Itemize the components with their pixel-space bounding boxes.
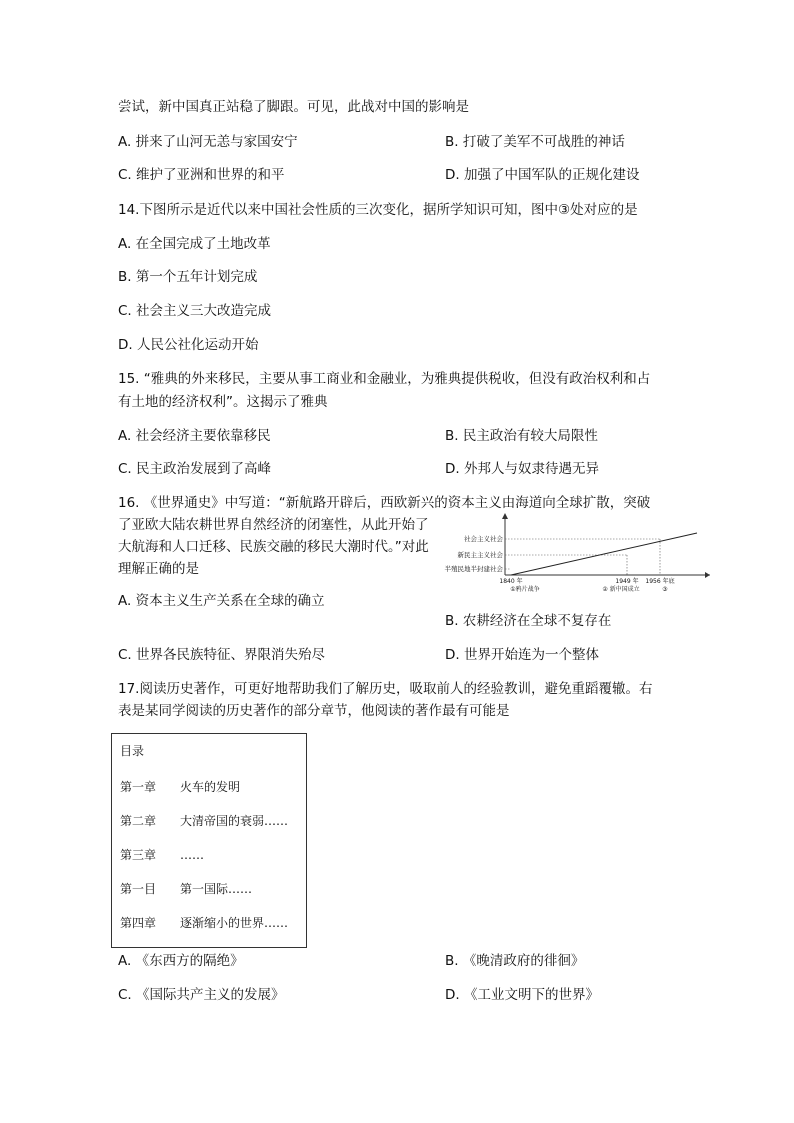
toc-row [120,778,240,795]
q15-option-b: B. 民主政治有较大局限性 [445,428,598,444]
q15-stem-line2: 有土地的经济权利”。这揭示了雅典 [118,394,328,410]
q13-option-d: D. 加强了中国军队的正规化建设 [445,167,640,183]
toc-row-title: 第一国际…… [180,882,253,896]
toc-row [120,914,288,931]
toc-row-number: 第一章 [120,780,157,794]
toc-row-title: 火车的发明 [180,780,241,794]
q14-option-b: B. 第一个五年计划完成 [118,269,258,285]
q17-option-c: C. 《国际共产主义的发展》 [118,987,285,1003]
toc-row [120,846,204,863]
toc-row-number: 第二章 [120,814,157,828]
q15-option-a: A. 社会经济主要依靠移民 [118,428,271,444]
q17-option-b: B. 《晚清政府的徘徊》 [445,953,585,969]
q15-option-c: C. 民主政治发展到了高峰 [118,461,272,477]
q13-option-c: C. 维护了亚洲和世界的和平 [118,167,285,183]
y-level-label: 社会主义社会 [464,535,503,543]
q17-option-a: A. 《东西方的隔绝》 [118,953,244,969]
y-level-label: 新民主主义社会 [457,551,503,559]
x-tick-label: 1956 年底 [645,578,675,585]
q13-option-a: A. 拼来了山河无恙与家国安宁 [118,134,298,150]
toc-row-title: …… [180,848,204,862]
y-axis-arrow [502,513,508,519]
society-change-chart [444,513,715,595]
x-sub-label: ② 新中国成立 [602,586,640,593]
x-sub-label: ③ [662,586,668,593]
toc-row [120,812,288,829]
toc-row-number: 第一目 [120,882,157,896]
q17-stem-line2: 表是某同学阅读的历史著作的部分章节，他阅读的著作最有可能是 [118,703,510,719]
x-sub-label: ①鸦片战争 [510,586,540,593]
x-tick-label: 1840 年 [499,578,523,585]
toc-row-title: 大清帝国的衰弱…… [180,814,289,828]
table-of-contents-box [111,733,307,948]
toc-row [120,880,252,897]
q14-option-a: A. 在全国完成了土地改革 [118,236,271,252]
x-tick-label: 1949 年 [615,578,639,585]
q13-stem-end: 尝试，新中国真正站稳了脚跟。可见，此战对中国的影响是 [118,99,469,115]
toc-row-title: 逐渐缩小的世界…… [180,916,289,930]
toc-row-number: 第三章 [120,848,157,862]
q13-option-b: B. 打破了美军不可战胜的神话 [445,134,625,150]
q16-option-b: B. 农耕经济在全球不复存在 [445,613,612,629]
q15-option-d: D. 外邦人与奴隶待遇无异 [445,461,599,477]
q16-option-a: A. 资本主义生产关系在全球的确立 [118,593,325,609]
toc-row-number: 第四章 [120,916,157,930]
q14-option-d: D. 人民公社化运动开始 [118,337,259,353]
q14-stem: 14.下图所示是近代以来中国社会性质的三次变化，据所学知识可知，图中③处对应的是 [118,202,638,218]
x-axis-arrow [705,572,710,578]
q16-option-c: C. 世界各民族特征、界限消失殆尽 [118,647,326,663]
q16-option-d: D. 世界开始连为一个整体 [445,647,599,663]
y-level-label: 半殖民地半封建社会 [444,565,503,573]
q16-stem-line2: 了亚欧大陆农耕世界自然经济的闭塞性，从此开始了 [118,517,429,533]
q14-option-c: C. 社会主义三大改造完成 [118,303,272,319]
q16-stem-line1: 16. 《世界通史》中写道：“新航路开辟后，西欧新兴的资本主义由海道向全球扩散，突破 [118,495,651,511]
q16-stem-line3: 大航海和人口迁移、民族交融的移民大潮时代。”对此 [118,539,429,555]
toc-heading: 目录 [120,744,145,758]
q16-stem-line4: 理解正确的是 [118,561,199,577]
q17-option-d: D. 《工业文明下的世界》 [445,987,599,1003]
q15-stem-line1: 15. “雅典的外来移民，主要从事工商业和金融业，为雅典提供税收，但没有政治权利和占 [118,371,651,387]
q17-stem-line1: 17.阅读历史著作，可更好地帮助我们了解历史，吸取前人的经验教训，避免重蹈覆辙。右 [118,681,653,697]
